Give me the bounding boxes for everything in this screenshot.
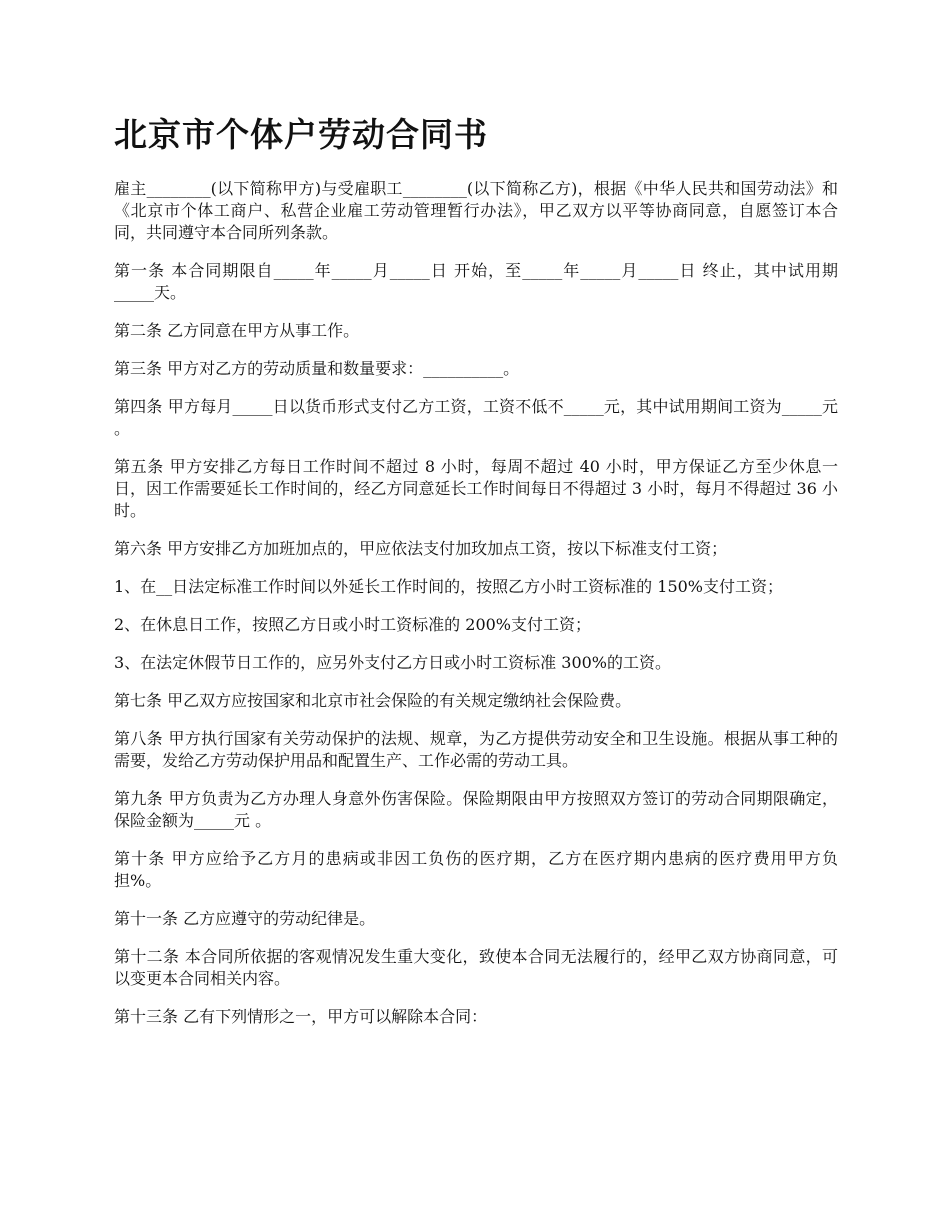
article-9-paragraph: 第九条 甲方负责为乙方办理人身意外伤害保险。保险期限由甲方按照双方签订的劳动合同期限确定，保险金额为_____元 。 (114, 789, 838, 830)
article-6-item-2: 2、在休息日工作，按照乙方日或小时工资标准的 200%支付工资； (114, 615, 592, 634)
preamble-paragraph: 雇主________(以下简称甲方)与受雇职工________(以下简称乙方)，根据《中华人民共和国劳动法》和《北京市个体工商户、私营企业雇工劳动管理暂行办法》，甲乙双方以平等协商同意，自愿签订本合同，共同遵守本合同所列条款。 (114, 179, 838, 242)
article-2-paragraph: 第二条 乙方同意在甲方从事工作。 (114, 321, 360, 340)
article-4-paragraph: 第四条 甲方每月_____日以货币形式支付乙方工资，工资不低不_____元，其中试用期间工资为_____元 。 (114, 397, 838, 438)
article-11-paragraph: 第十一条 乙方应遵守的劳动纪律是。 (114, 909, 376, 928)
article-13-paragraph: 第十三条 乙有下列情形之一，甲方可以解除本合同： (114, 1007, 488, 1026)
article-5-paragraph: 第五条 甲方安排乙方每日工作时间不超过 8 小时，每周不超过 40 小时，甲方保证乙方至少休息一日，因工作需要延长工作时间的，经乙方同意延长工作时间每日不得超过 3 小时，每月不得超过 36 小时。 (114, 457, 838, 520)
article-8-paragraph: 第八条 甲方执行国家有关劳动保护的法规、规章，为乙方提供劳动安全和卫生设施。根据从事工种的需要，发给乙方劳动保护用品和配置生产、工作必需的劳动工具。 (114, 729, 838, 770)
document-page (114, 112, 838, 1044)
article-10-paragraph: 第十条 甲方应给予乙方月的患病或非因工负伤的医疗期，乙方在医疗期内患病的医疗费用甲方负担%。 (114, 849, 838, 890)
article-7-paragraph: 第七条 甲乙双方应按国家和北京市社会保险的有关规定缴纳社会保险费。 (114, 691, 632, 710)
article-6-item-3: 3、在法定休假节日工作的，应另外支付乙方日或小时工资标准 300%的工资。 (114, 653, 672, 672)
document-title: 北京市个体户劳动合同书 (114, 115, 488, 154)
article-12-paragraph: 第十二条 本合同所依据的客观情况发生重大变化，致使本合同无法履行的，经甲乙双方协商同意，可以变更本合同相关内容。 (114, 947, 838, 988)
article-1-paragraph: 第一条 本合同期限自_____年_____月_____日 开始，至_____年_____月_____日 终止，其中试用期_____天。 (114, 261, 838, 302)
article-6-item-1: 1、在__日法定标准工作时间以外延长工作时间的，按照乙方小时工资标准的 150%支付工资； (114, 577, 784, 596)
article-3-paragraph: 第三条 甲方对乙方的劳动质量和数量要求：__________。 (114, 359, 520, 378)
article-6-paragraph: 第六条 甲方安排乙方加班加点的，甲应依法支付加玫加点工资，按以下标准支付工资； (114, 539, 728, 558)
